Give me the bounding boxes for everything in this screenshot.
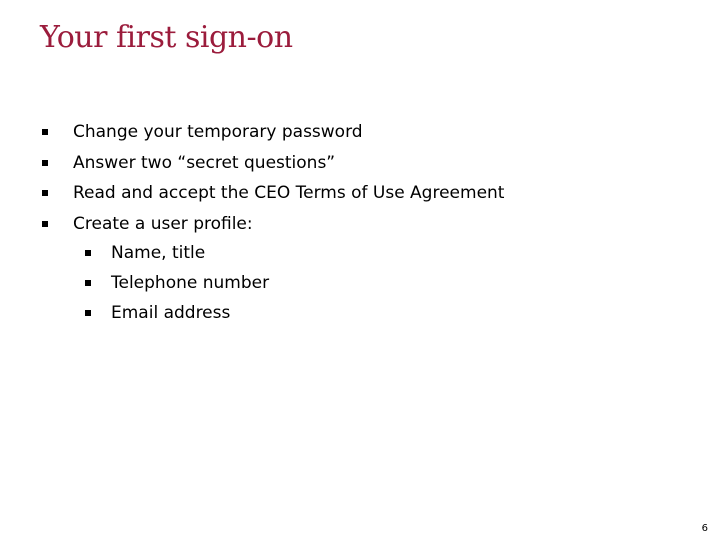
bullet-list xyxy=(42,119,505,323)
square-bullet-icon xyxy=(42,221,48,227)
page-number: 6 xyxy=(701,523,708,534)
slide-title: Your first sign-on xyxy=(40,20,293,55)
bullet-text: Change your temporary password xyxy=(73,122,363,142)
bullet-item xyxy=(42,211,504,323)
bullet-item xyxy=(42,150,504,181)
bullet-text: Create a user profile: xyxy=(73,213,253,234)
square-bullet-icon xyxy=(85,310,91,316)
square-bullet-icon xyxy=(42,129,48,135)
sub-bullet-text: Telephone number xyxy=(111,272,270,293)
square-bullet-icon xyxy=(85,280,91,286)
sub-bullet-item xyxy=(85,270,269,300)
sub-bullet-text: Name, title xyxy=(111,242,206,263)
sub-bullet-text: Email address xyxy=(111,302,231,323)
bullet-item xyxy=(42,180,504,211)
sub-bullet-item xyxy=(85,240,269,270)
bullet-item xyxy=(42,119,504,150)
sub-bullet-list xyxy=(85,240,269,330)
bullet-text: Answer two “secret questions” xyxy=(73,152,336,173)
square-bullet-icon xyxy=(42,160,48,166)
bullet-text: Read and accept the CEO Terms of Use Agreement xyxy=(73,183,505,203)
sub-bullet-item xyxy=(85,300,269,330)
square-bullet-icon xyxy=(85,250,91,256)
square-bullet-icon xyxy=(42,190,48,196)
